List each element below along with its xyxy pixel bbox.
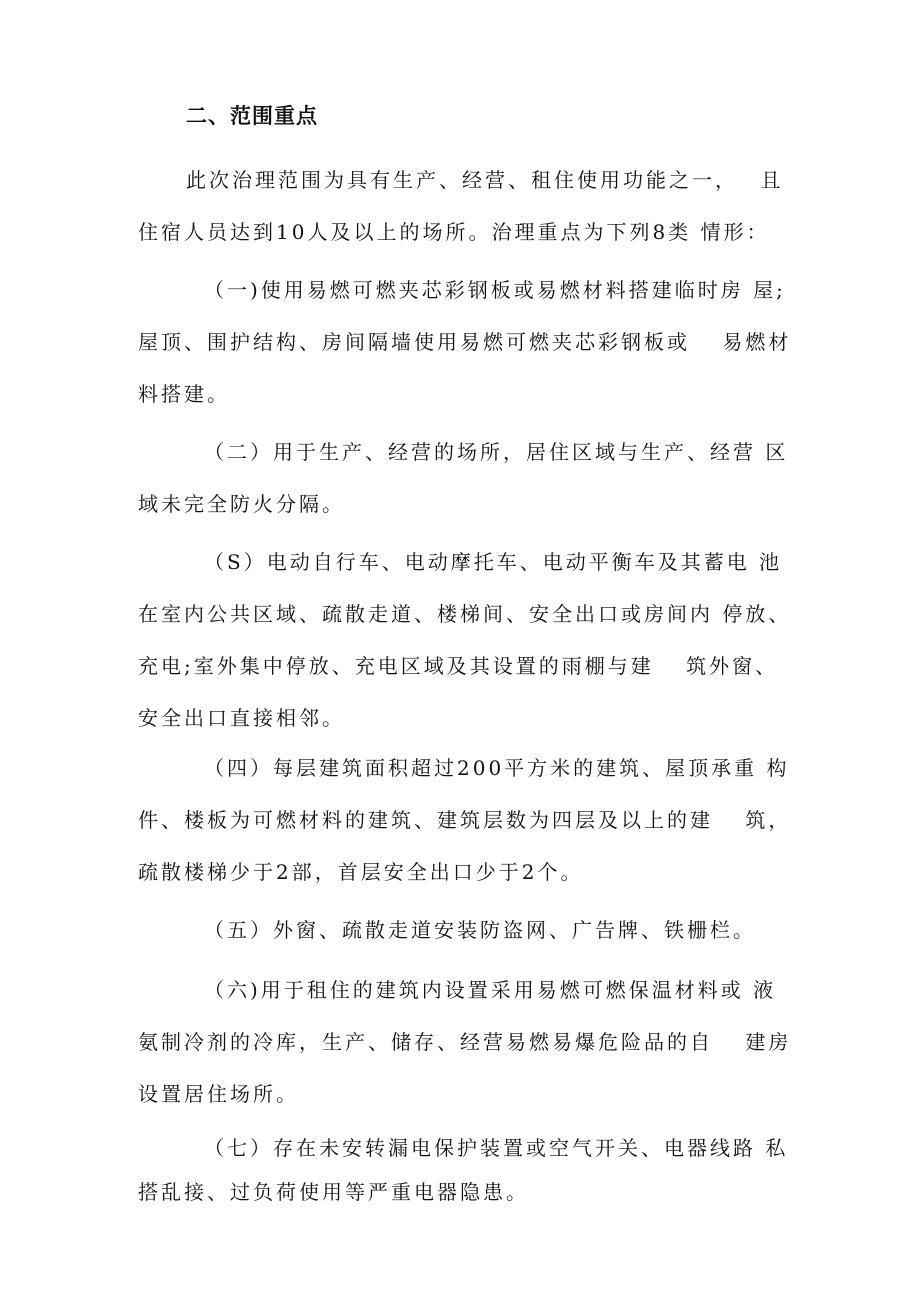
paragraph-line: （一)使用易燃可燃夹芯彩钢板或易燃材料搭建临时房 屋; bbox=[204, 278, 786, 302]
paragraph-line: （二）用于生产、经营的场所，居住区域与生产、经营 区 bbox=[204, 440, 789, 464]
paragraph-line: 住宿人员达到10人及以上的场所。治理重点为下列8类 情形： bbox=[138, 220, 770, 244]
paragraph-line: 料搭建。 bbox=[138, 382, 230, 406]
paragraph-line: 屋顶、围护结构、房间隔墙使用易燃可燃夹芯彩钢板或 易燃材 bbox=[138, 330, 792, 354]
paragraph-item-1 bbox=[138, 264, 798, 420]
paragraph-line: 此次治理范围为具有生产、经营、租住使用功能之一， 且 bbox=[186, 168, 784, 192]
paragraph-item-6 bbox=[138, 964, 798, 1120]
section-heading: 二、范围重点 bbox=[186, 103, 318, 128]
paragraph-line: 安全出口直接相邻。 bbox=[138, 706, 345, 730]
paragraph-line: 设置居住场所。 bbox=[138, 1082, 299, 1106]
paragraph-line: 充电;室外集中停放、充电区域及其设置的雨棚与建 筑外窗、 bbox=[138, 654, 779, 678]
paragraph-line: 氨制冷剂的冷库，生产、储存、经营易燃易爆危险品的自 建房 bbox=[138, 1030, 792, 1054]
paragraph-line: （四）每层建筑面积超过200平方米的建筑、屋顶承重 构 bbox=[204, 756, 790, 780]
paragraph-item-4 bbox=[138, 742, 798, 898]
paragraph-item-3 bbox=[138, 536, 798, 744]
paragraph-item-7 bbox=[138, 1126, 798, 1214]
paragraph-item-2 bbox=[138, 426, 798, 530]
paragraph-line: （S）电动自行车、电动摩托车、电动平衡车及其蓄电 池 bbox=[204, 550, 783, 574]
paragraph-line: （五）外窗、疏散走道安装防盗网、广告牌、铁栅栏。 bbox=[204, 918, 756, 942]
paragraph-line: 搭乱接、过负荷使用等严重电器隐患。 bbox=[138, 1180, 529, 1204]
paragraph-line: 域未完全防火分隔。 bbox=[138, 492, 345, 516]
paragraph-line: 疏散楼梯少于2部，首层安全出口少于2个。 bbox=[138, 860, 584, 884]
paragraph-line: （六)用于租住的建筑内设置采用易燃可燃保温材料或 液 bbox=[204, 978, 777, 1002]
paragraph-line: 件、楼板为可燃材料的建筑、建筑层数为四层及以上的建 筑， bbox=[138, 808, 792, 832]
paragraph-intro bbox=[138, 154, 798, 258]
paragraph-line: 在室内公共区域、疏散走道、楼梯间、安全出口或房间内 停放、 bbox=[138, 602, 792, 626]
paragraph-line: （七）存在未安转漏电保护装置或空气开关、电器线路 私 bbox=[204, 1136, 789, 1160]
paragraph-item-5 bbox=[138, 904, 798, 956]
